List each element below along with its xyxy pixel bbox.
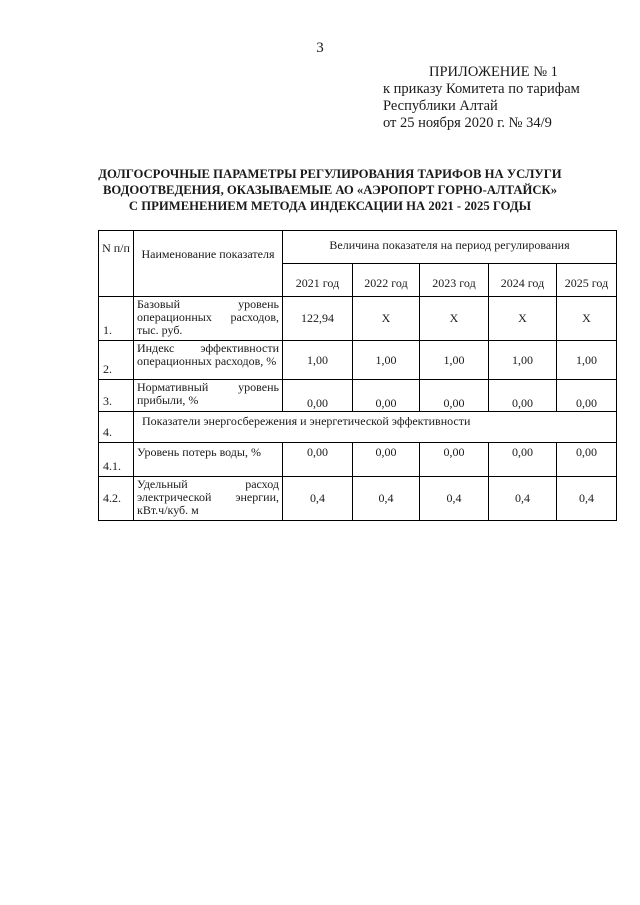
header-year: 2023 год	[420, 264, 489, 297]
row-value: 0,00	[489, 380, 557, 412]
row-value: 0,00	[489, 443, 557, 477]
row-value: 0,00	[420, 380, 489, 412]
appendix-line-date: от 25 ноября 2020 г. № 34/9	[383, 115, 552, 131]
row-value: 0,00	[420, 443, 489, 477]
row-num: 4.1.	[99, 443, 134, 477]
parameters-table	[98, 230, 617, 521]
row-value: Х	[557, 297, 617, 341]
page-number: 3	[316, 40, 324, 56]
row-value: 0,00	[353, 443, 420, 477]
row-num: 3.	[99, 380, 134, 412]
header-year: 2022 год	[353, 264, 420, 297]
row-value: 1,00	[353, 341, 420, 380]
appendix-block	[383, 64, 623, 132]
row-value: Х	[420, 297, 489, 341]
row-value: 0,00	[283, 380, 353, 412]
header-period: Величина показателя на период регулирования	[283, 231, 617, 264]
row-value: 0,4	[420, 477, 489, 521]
appendix-line-region: Республики Алтай	[383, 98, 498, 114]
row-value: 0,4	[353, 477, 420, 521]
row-name: Базовый уровень операционных расходов, тыс. руб.	[134, 297, 283, 341]
row-value: 1,00	[489, 341, 557, 380]
row-name: Удельный расход электрической энергии, кВт.ч/куб. м	[134, 477, 283, 521]
row-value: 0,4	[489, 477, 557, 521]
row-value: 1,00	[283, 341, 353, 380]
document-heading	[60, 166, 600, 214]
heading-line-3: С ПРИМЕНЕНИЕМ МЕТОДА ИНДЕКСАЦИИ НА 2021 - 2025 ГОДЫ	[128, 199, 532, 213]
row-value: 122,94	[283, 297, 353, 341]
heading-line-1: ДОЛГОСРОЧНЫЕ ПАРАМЕТРЫ РЕГУЛИРОВАНИЯ ТАРИФОВ НА УСЛУГИ	[98, 167, 562, 181]
row-value: Х	[489, 297, 557, 341]
row-value: 0,00	[557, 380, 617, 412]
row-value: 0,00	[557, 443, 617, 477]
row-value: 0,00	[353, 380, 420, 412]
row-name: Нормативный уровень прибыли, %	[134, 380, 283, 412]
heading-line-2: ВОДООТВЕДЕНИЯ, ОКАЗЫВАЕМЫЕ АО «АЭРОПОРТ ГОРНО-АЛТАЙСК»	[102, 183, 558, 197]
header-year: 2025 год	[557, 264, 617, 297]
row-name: Уровень потерь воды, %	[134, 443, 283, 477]
row-value: 1,00	[420, 341, 489, 380]
header-year: 2021 год	[283, 264, 353, 297]
row-value: 1,00	[557, 341, 617, 380]
row-num: 2.	[99, 341, 134, 380]
row-value: 0,4	[557, 477, 617, 521]
row-value: Х	[353, 297, 420, 341]
row-num: 4.	[99, 412, 134, 443]
appendix-line-order: к приказу Комитета по тарифам	[383, 81, 580, 97]
row-value: 0,4	[283, 477, 353, 521]
header-year: 2024 год	[489, 264, 557, 297]
header-num: N п/п	[99, 231, 134, 297]
row-num: 1.	[99, 297, 134, 341]
row-name: Индекс эффективности операционных расходов, %	[134, 341, 283, 380]
row-value: 0,00	[283, 443, 353, 477]
header-name: Наименование показателя	[134, 231, 283, 297]
section-title: Показатели энергосбережения и энергетической эффективности	[134, 412, 617, 443]
appendix-title: ПРИЛОЖЕНИЕ № 1	[429, 64, 558, 80]
row-num: 4.2.	[99, 477, 134, 521]
